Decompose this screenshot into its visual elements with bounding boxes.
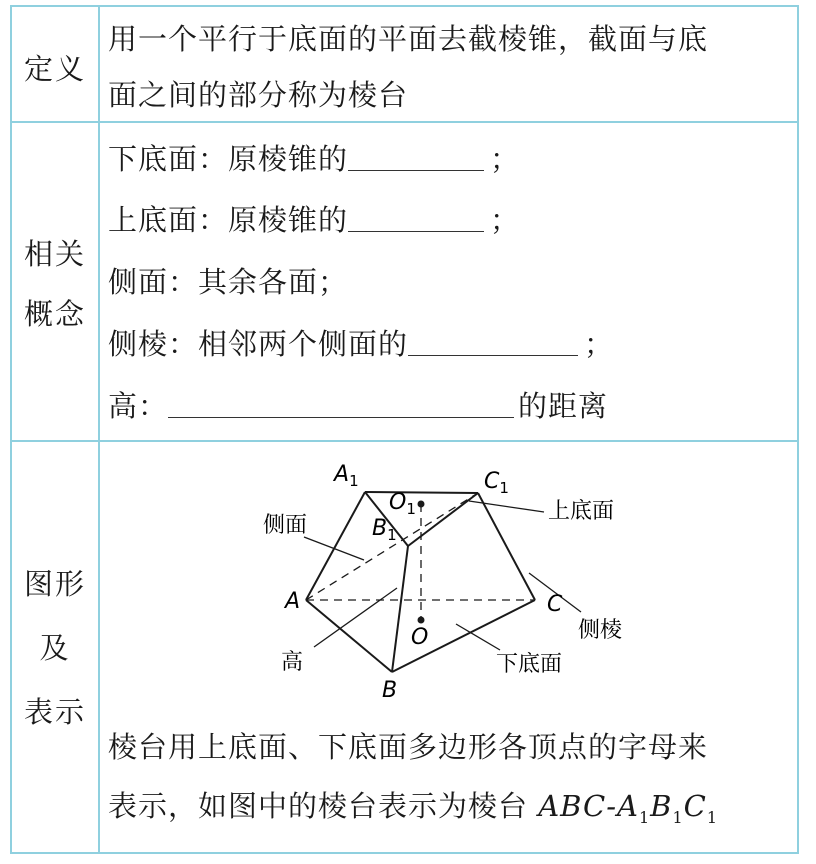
point-O1: [418, 501, 425, 508]
figure-label-line-1: 图形: [23, 567, 86, 601]
figure-desc-line-1: 棱台用上底面、下底面多边形各顶点的字母来: [108, 730, 709, 764]
definition-label: 定义: [23, 52, 86, 86]
concepts-label-line-2: 概念: [23, 297, 86, 331]
concepts-label-line-1: 相关: [23, 237, 86, 271]
edge-A1-C1: [365, 492, 478, 493]
concept-upper-base-text: 上底面：原棱锥的: [108, 203, 349, 237]
edge-A-B: [306, 600, 392, 672]
concept-upper-base-tail: ；: [490, 203, 521, 237]
edge-B1-C1: [408, 493, 478, 546]
concept-side-face-text: 侧面：其余各面；: [108, 265, 349, 299]
concept-lower-base-tail: ；: [490, 142, 521, 176]
figure-label-line-2: 及: [39, 631, 71, 665]
label-B1: $B_1$: [372, 516, 397, 544]
definition-line-2: 面之间的部分称为棱台: [108, 78, 409, 112]
figure-label-line-3: 表示: [23, 695, 86, 729]
frustum-notation: ABC-$A_1B_1C_1$: [538, 789, 719, 827]
callout-side-face: 侧面: [263, 513, 308, 538]
concept-height-text: 高：: [108, 389, 169, 423]
concept-lateral-edge-text: 侧棱：相邻两个侧面的: [108, 327, 409, 361]
frustum-table: [10, 5, 799, 854]
label-A: A: [285, 589, 301, 614]
label-O: O: [411, 625, 429, 650]
callout-height: 高: [281, 650, 304, 675]
concept-lower-base-text: 下底面：原棱锥的: [108, 142, 349, 176]
callout-top-base: 上底面: [548, 499, 615, 524]
leader-top-base: [469, 501, 544, 512]
figure-desc-line-2: [108, 785, 718, 839]
point-O: [418, 617, 425, 624]
concept-height-tail: 的距离: [518, 389, 609, 423]
leader-side-face: [304, 537, 364, 560]
label-C1: $C_1$: [484, 469, 509, 497]
label-A1: $A_1$: [334, 462, 359, 490]
concept-lateral-edge-tail: ；: [584, 327, 615, 361]
label-B: B: [382, 678, 398, 703]
callout-lateral-edge: 侧棱: [578, 618, 623, 643]
callout-bottom-base: 下底面: [496, 652, 563, 677]
label-C: C: [547, 592, 563, 617]
figure-desc-prefix: 表示，如图中的棱台表示为棱台: [108, 789, 539, 823]
label-O1: $O_1$: [389, 490, 416, 518]
edge-B-B1: [392, 546, 408, 672]
edge-A-A1: [306, 492, 365, 600]
definition-line-1: 用一个平行于底面的平面去截棱锥，截面与底: [108, 22, 709, 56]
